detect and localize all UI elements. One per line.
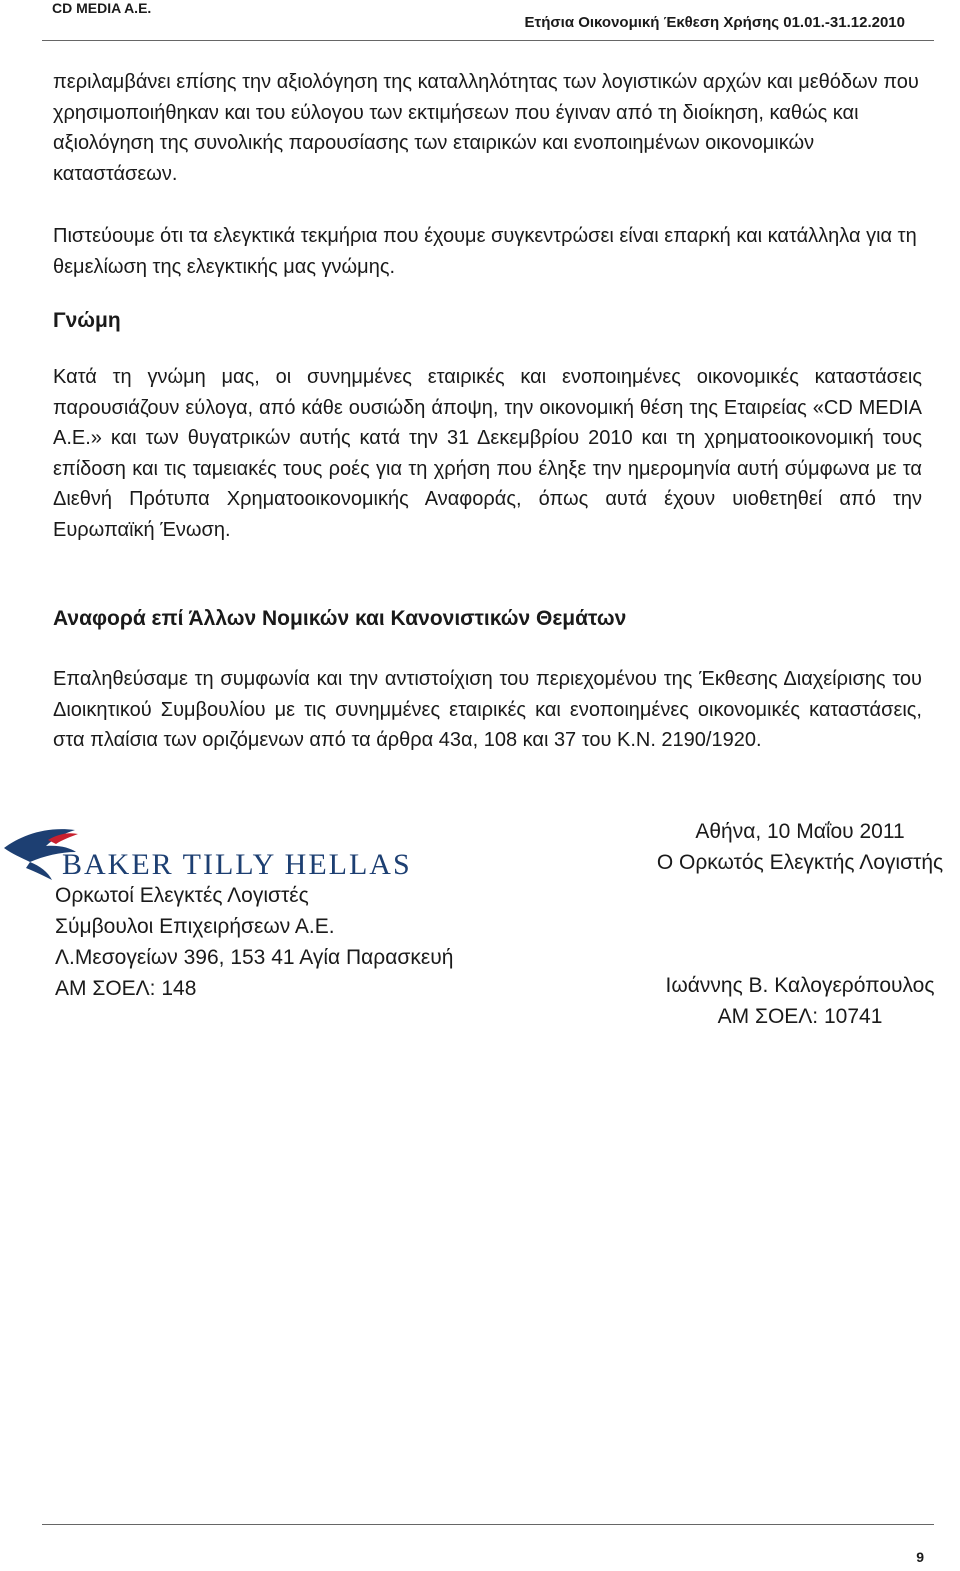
signature-place-date: Αθήνα, 10 Μαΐου 2011 — [695, 820, 905, 843]
firm-line-address: Λ.Μεσογείων 396, 153 41 Αγία Παρασκευή — [55, 946, 454, 969]
paragraph-legal: Επαληθεύσαμε τη συμφωνία και την αντιστοίχιση του περιεχομένου της Έκθεσης Διαχείρισης του Διοικητικού Συμβουλίου με τις συνημμένες εταιρικές και ενοποιημένες οικονομικές καταστάσεις, στα πλαίσια των οριζόμενων από τα άρθρα 43α, 108 και 37 του Κ.Ν. 2190/1920. — [53, 668, 922, 751]
heading-legal-matters: Αναφορά επί Άλλων Νομικών και Κανονιστικών Θεμάτων — [53, 607, 627, 630]
footer-divider — [42, 1524, 934, 1525]
heading-opinion: Γνώμη — [53, 309, 121, 332]
signature-name: Ιωάννης Β. Καλογερόπουλος — [665, 974, 935, 997]
firm-details — [55, 880, 453, 1004]
header-report-title: Ετήσια Οικονομική Έκθεση Χρήσης 01.01.-31.12.2010 — [524, 14, 905, 31]
header-divider — [42, 40, 934, 41]
paragraph-evaluation: περιλαμβάνει επίσης την αξιολόγηση της καταλληλότητας των λογιστικών αρχών και μεθόδων που χρησιμοποιήθηκαν και του εύλογου των εκτιμήσεων που έγιναν από τη διοίκηση, καθώς και αξιολόγηση της συνολικής παρουσίασης των εταιρικών και ενοποιημένων οικονομικών καταστάσεων. — [53, 71, 919, 185]
signature-registration: ΑΜ ΣΟΕΛ: 10741 — [717, 1005, 883, 1028]
firm-line-registration: ΑΜ ΣΟΕΛ: 148 — [55, 977, 197, 1000]
signature-role: Ο Ορκωτός Ελεγκτής Λογιστής — [656, 851, 944, 874]
firm-line-title: Ορκωτοί Ελεγκτές Λογιστές — [55, 884, 309, 907]
paragraph-evidence: Πιστεύουμε ότι τα ελεγκτικά τεκμήρια που έχουμε συγκεντρώσει είναι επαρκή και κατάλληλα για τη θεμελίωση της ελεγκτικής μας γνώμης. — [53, 225, 917, 278]
firm-line-company: Σύμβουλοι Επιχειρήσεων Α.Ε. — [55, 915, 335, 938]
logo-wordmark: BAKER TILLY HELLAS — [62, 848, 412, 881]
page-number: 9 — [916, 1549, 924, 1565]
paragraph-opinion: Κατά τη γνώμη μας, οι συνημμένες εταιρικές και ενοποιημένες οικονομικές καταστάσεις παρουσιάζουν εύλογα, από κάθε ουσιώδη άποψη, την οικονομική θέση της Εταιρείας «CD MEDIA A.E.» και των θυγατρικών αυτής κατά την 31 Δεκεμβρίου 2010 και τη χρηματοοικονομική τους επίδοση και τις ταμειακές τους ροές για τη χρήση που έληξε την ημερομηνία αυτή σύμφωνα με τα Διεθνή Πρότυπα Χρηματοοικονομικής Αναφοράς, όπως αυτά έχουν υιοθετηθεί από την Ευρωπαϊκή Ένωση. — [53, 366, 922, 541]
baker-tilly-logo — [0, 818, 420, 888]
header-company: CD MEDIA A.E. — [52, 0, 152, 16]
